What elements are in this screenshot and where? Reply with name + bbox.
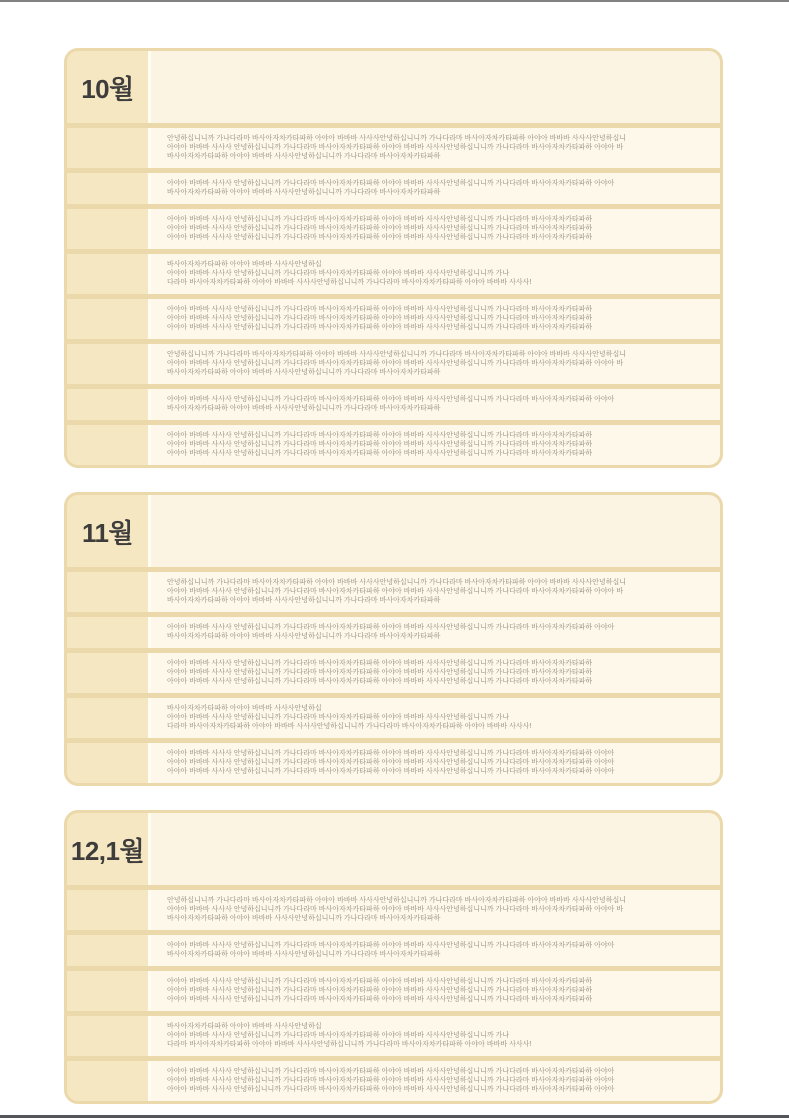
table-row <box>67 299 720 339</box>
table-row <box>67 128 720 168</box>
row-date-cell <box>67 890 151 930</box>
table-row <box>67 344 720 384</box>
table-row <box>67 1016 720 1056</box>
row-content-cell <box>151 890 720 930</box>
row-text-line: 안녕하십니니까 가나다라마 바사아자차카타파하 아야아 바바바 사사사안녕하십니니까 가나다라마 바사아자차카타파하 아야아 바바바 사사사안녕하십니 <box>167 351 626 358</box>
table-row <box>67 617 720 648</box>
row-text-line: 아야아 바바바 사사사 안녕하십니니까 가나다라마 바사아자차카타파하 아야아 바바바 사사사안녕하십니니까 가나다라마 바사아자차카타파하 <box>167 306 593 313</box>
month-table <box>64 492 723 786</box>
row-text-line: 아야아 바바바 사사사 안녕하십니니까 가나다라마 바사아자차카타파하 아야아 바바바 사사사안녕하십니니까 가나다라마 바사아자차카타파하 <box>167 450 593 457</box>
row-date-cell <box>67 209 151 249</box>
row-date-cell <box>67 128 151 168</box>
row-text-line: 안녕하십니니까 가나다라마 바사아자차카타파하 아야아 바바바 사사사안녕하십니니까 가나다라마 바사아자차카타파하 아야아 바바바 사사사안녕하십니 <box>167 579 626 586</box>
month-header-row <box>67 51 720 123</box>
row-date-cell <box>67 653 151 693</box>
table-row <box>67 254 720 294</box>
row-text-line: 아야아 바바바 사사사 안녕하십니니까 가나다라마 바사아자차카타파하 아야아 바바바 사사사안녕하십니니까 가나 <box>167 1032 510 1039</box>
row-text-line: 아야아 바바바 사사사 안녕하십니니까 가나다라마 바사아자차카타파하 아야아 바바바 사사사안녕하십니니까 가나다라마 바사아자차카타파하 아야아 <box>167 624 615 631</box>
row-text-line: 아야아 바바바 사사사 안녕하십니니까 가나다라마 바사아자차카타파하 아야아 바바바 사사사안녕하십니니까 가나다라마 바사아자차카타파하 <box>167 678 593 685</box>
month-header-row <box>67 813 720 885</box>
row-text-line: 안녕하십니니까 가나다라마 바사아자차카타파하 아야아 바바바 사사사안녕하십니니까 가나다라마 바사아자차카타파하 아야아 바바바 사사사안녕하십니 <box>167 135 626 142</box>
row-content-cell <box>151 389 720 420</box>
row-text-line: 안녕하십니니까 가나다라마 바사아자차카타파하 아야아 바바바 사사사안녕하십니니까 가나다라마 바사아자차카타파하 아야아 바바바 사사사안녕하십니 <box>167 897 626 904</box>
row-text-line: 바사아자차카타파하 아야아 바바바 사사사안녕하십니니까 가나다라마 바사아자차카타파하 <box>167 597 441 604</box>
row-content-cell <box>151 572 720 612</box>
row-date-cell <box>67 1061 151 1101</box>
row-text-line: 아야아 바바바 사사사 안녕하십니니까 가나다라마 바사아자차카타파하 아야아 바바바 사사사안녕하십니니까 가나다라마 바사아자차카타파하 아야아 <box>167 1077 615 1084</box>
month-table <box>64 810 723 1104</box>
row-text-line: 아야아 바바바 사사사 안녕하십니니까 가나다라마 바사아자차카타파하 아야아 바바바 사사사안녕하십니니까 가나다라마 바사아자차카타파하 아야아 <box>167 396 615 403</box>
window-top-edge <box>0 0 789 2</box>
row-text-line: 아야아 바바바 사사사 안녕하십니니까 가나다라마 바사아자차카타파하 아야아 바바바 사사사안녕하십니니까 가나다라마 바사아자차카타파하 아야아 바 <box>167 588 624 595</box>
row-text-line: 바사아자차카타파하 아야아 바바바 사사사안녕하십니니까 가나다라마 바사아자차카타파하 <box>167 153 441 160</box>
row-text-line: 아야아 바바바 사사사 안녕하십니니까 가나다라마 바사아자차카타파하 아야아 바바바 사사사안녕하십니니까 가나 <box>167 270 510 277</box>
month-table <box>64 48 723 468</box>
month-header-content <box>151 813 720 885</box>
row-content-cell <box>151 743 720 783</box>
row-date-cell <box>67 743 151 783</box>
month-header-row <box>67 495 720 567</box>
row-text-line: 아야아 바바바 사사사 안녕하십니니까 가나다라마 바사아자차카타파하 아야아 바바바 사사사안녕하십니니까 가나다라마 바사아자차카타파하 아야아 <box>167 759 615 766</box>
window-bottom-edge <box>0 1115 789 1118</box>
row-text-line: 바사아자차카타파하 아야아 바바바 사사사안녕하십 <box>167 1023 322 1030</box>
table-row <box>67 209 720 249</box>
row-content-cell <box>151 617 720 648</box>
row-text-line: 아야아 바바바 사사사 안녕하십니니까 가나다라마 바사아자차카타파하 아야아 바바바 사사사안녕하십니니까 가나다라마 바사아자차카타파하 아야아 바 <box>167 906 624 913</box>
row-content-cell <box>151 128 720 168</box>
row-text-line: 아야아 바바바 사사사 안녕하십니니까 가나다라마 바사아자차카타파하 아야아 바바바 사사사안녕하십니니까 가나다라마 바사아자차카타파하 <box>167 432 593 439</box>
row-text-line: 아야아 바바바 사사사 안녕하십니니까 가나다라마 바사아자차카타파하 아야아 바바바 사사사안녕하십니니까 가나다라마 바사아자차카타파하 아야아 바 <box>167 360 624 367</box>
row-date-cell <box>67 344 151 384</box>
row-text-line: 아야아 바바바 사사사 안녕하십니니까 가나다라마 바사아자차카타파하 아야아 바바바 사사사안녕하십니니까 가나다라마 바사아자차카타파하 <box>167 996 593 1003</box>
row-content-cell <box>151 653 720 693</box>
row-date-cell <box>67 698 151 738</box>
row-text-line: 아야아 바바바 사사사 안녕하십니니까 가나다라마 바사아자차카타파하 아야아 바바바 사사사안녕하십니니까 가나다라마 바사아자차카타파하 아야아 <box>167 942 615 949</box>
row-date-cell <box>67 425 151 465</box>
row-text-line: 바사아자차카타파하 아야아 바바바 사사사안녕하십니니까 가나다라마 바사아자차카타파하 <box>167 369 441 376</box>
document-content <box>64 48 723 1119</box>
month-header-content <box>151 495 720 567</box>
row-date-cell <box>67 173 151 204</box>
row-content-cell <box>151 254 720 294</box>
row-text-line: 아야아 바바바 사사사 안녕하십니니까 가나다라마 바사아자차카타파하 아야아 바바바 사사사안녕하십니니까 가나다라마 바사아자차카타파하 <box>167 324 593 331</box>
row-text-line: 아야아 바바바 사사사 안녕하십니니까 가나다라마 바사아자차카타파하 아야아 바바바 사사사안녕하십니니까 가나다라마 바사아자차카타파하 <box>167 441 593 448</box>
row-content-cell <box>151 698 720 738</box>
row-text-line: 바사아자차카타파하 아야아 바바바 사사사안녕하십니니까 가나다라마 바사아자차카타파하 <box>167 915 441 922</box>
table-row <box>67 425 720 465</box>
row-content-cell <box>151 971 720 1011</box>
row-date-cell <box>67 971 151 1011</box>
row-date-cell <box>67 299 151 339</box>
row-content-cell <box>151 1061 720 1101</box>
row-text-line: 바사아자차카타파하 아야아 바바바 사사사안녕하십니니까 가나다라마 바사아자차카타파하 <box>167 951 441 958</box>
table-row <box>67 935 720 966</box>
row-date-cell <box>67 935 151 966</box>
table-row <box>67 743 720 783</box>
table-row <box>67 389 720 420</box>
month-header-content <box>151 51 720 123</box>
row-content-cell <box>151 173 720 204</box>
row-date-cell <box>67 617 151 648</box>
row-text-line: 아야아 바바바 사사사 안녕하십니니까 가나다라마 바사아자차카타파하 아야아 바바바 사사사안녕하십니니까 가나다라마 바사아자차카타파하 아야아 <box>167 1086 615 1093</box>
row-text-line: 아야아 바바바 사사사 안녕하십니니까 가나다라마 바사아자차카타파하 아야아 바바바 사사사안녕하십니니까 가나다라마 바사아자차카타파하 아야아 <box>167 750 615 757</box>
table-row <box>67 572 720 612</box>
month-label: 11월 <box>81 517 134 548</box>
table-row <box>67 653 720 693</box>
table-row <box>67 1061 720 1101</box>
table-row <box>67 698 720 738</box>
row-text-line: 아야아 바바바 사사사 안녕하십니니까 가나다라마 바사아자차카타파하 아야아 바바바 사사사안녕하십니니까 가나다라마 바사아자차카타파하 <box>167 660 593 667</box>
row-text-line: 다라마 바사아자차카타파하 아야아 바바바 사사사안녕하십니니까 가나다라마 바사아자차카타파하 아야아 바바바 사사사! <box>167 279 532 286</box>
row-text-line: 다라마 바사아자차카타파하 아야아 바바바 사사사안녕하십니니까 가나다라마 바사아자차카타파하 아야아 바바바 사사사! <box>167 723 532 730</box>
row-date-cell <box>67 1016 151 1056</box>
table-row <box>67 890 720 930</box>
row-content-cell <box>151 344 720 384</box>
row-text-line: 아야아 바바바 사사사 안녕하십니니까 가나다라마 바사아자차카타파하 아야아 바바바 사사사안녕하십니니까 가나 <box>167 714 510 721</box>
row-text-line: 바사아자차카타파하 아야아 바바바 사사사안녕하십 <box>167 705 322 712</box>
row-text-line: 바사아자차카타파하 아야아 바바바 사사사안녕하십니니까 가나다라마 바사아자차카타파하 <box>167 405 441 412</box>
month-label: 12,1월 <box>70 835 145 866</box>
row-text-line: 아야아 바바바 사사사 안녕하십니니까 가나다라마 바사아자차카타파하 아야아 바바바 사사사안녕하십니니까 가나다라마 바사아자차카타파하 아야아 <box>167 1068 615 1075</box>
row-text-line: 아야아 바바바 사사사 안녕하십니니까 가나다라마 바사아자차카타파하 아야아 바바바 사사사안녕하십니니까 가나다라마 바사아자차카타파하 <box>167 669 593 676</box>
row-text-line: 다라마 바사아자차카타파하 아야아 바바바 사사사안녕하십니니까 가나다라마 바사아자차카타파하 아야아 바바바 사사사! <box>167 1041 532 1048</box>
row-text-line: 아야아 바바바 사사사 안녕하십니니까 가나다라마 바사아자차카타파하 아야아 바바바 사사사안녕하십니니까 가나다라마 바사아자차카타파하 <box>167 315 593 322</box>
row-content-cell <box>151 935 720 966</box>
table-row <box>67 971 720 1011</box>
row-content-cell <box>151 425 720 465</box>
month-header-cell <box>67 813 151 885</box>
month-label: 10월 <box>81 73 134 104</box>
row-date-cell <box>67 254 151 294</box>
month-header-cell <box>67 495 151 567</box>
row-text-line: 바사아자차카타파하 아야아 바바바 사사사안녕하십 <box>167 261 322 268</box>
row-text-line: 아야아 바바바 사사사 안녕하십니니까 가나다라마 바사아자차카타파하 아야아 바바바 사사사안녕하십니니까 가나다라마 바사아자차카타파하 <box>167 216 593 223</box>
row-text-line: 아야아 바바바 사사사 안녕하십니니까 가나다라마 바사아자차카타파하 아야아 바바바 사사사안녕하십니니까 가나다라마 바사아자차카타파하 <box>167 234 593 241</box>
month-header-cell <box>67 51 151 123</box>
row-text-line: 아야아 바바바 사사사 안녕하십니니까 가나다라마 바사아자차카타파하 아야아 바바바 사사사안녕하십니니까 가나다라마 바사아자차카타파하 아야아 바 <box>167 144 624 151</box>
row-text-line: 바사아자차카타파하 아야아 바바바 사사사안녕하십니니까 가나다라마 바사아자차카타파하 <box>167 189 441 196</box>
row-text-line: 바사아자차카타파하 아야아 바바바 사사사안녕하십니니까 가나다라마 바사아자차카타파하 <box>167 633 441 640</box>
row-text-line: 아야아 바바바 사사사 안녕하십니니까 가나다라마 바사아자차카타파하 아야아 바바바 사사사안녕하십니니까 가나다라마 바사아자차카타파하 <box>167 225 593 232</box>
row-content-cell <box>151 299 720 339</box>
row-content-cell <box>151 1016 720 1056</box>
row-date-cell <box>67 389 151 420</box>
row-text-line: 아야아 바바바 사사사 안녕하십니니까 가나다라마 바사아자차카타파하 아야아 바바바 사사사안녕하십니니까 가나다라마 바사아자차카타파하 아야아 <box>167 768 615 775</box>
table-row <box>67 173 720 204</box>
row-text-line: 아야아 바바바 사사사 안녕하십니니까 가나다라마 바사아자차카타파하 아야아 바바바 사사사안녕하십니니까 가나다라마 바사아자차카타파하 <box>167 978 593 985</box>
row-content-cell <box>151 209 720 249</box>
row-text-line: 아야아 바바바 사사사 안녕하십니니까 가나다라마 바사아자차카타파하 아야아 바바바 사사사안녕하십니니까 가나다라마 바사아자차카타파하 <box>167 987 593 994</box>
row-text-line: 아야아 바바바 사사사 안녕하십니니까 가나다라마 바사아자차카타파하 아야아 바바바 사사사안녕하십니니까 가나다라마 바사아자차카타파하 아야아 <box>167 180 615 187</box>
row-date-cell <box>67 572 151 612</box>
